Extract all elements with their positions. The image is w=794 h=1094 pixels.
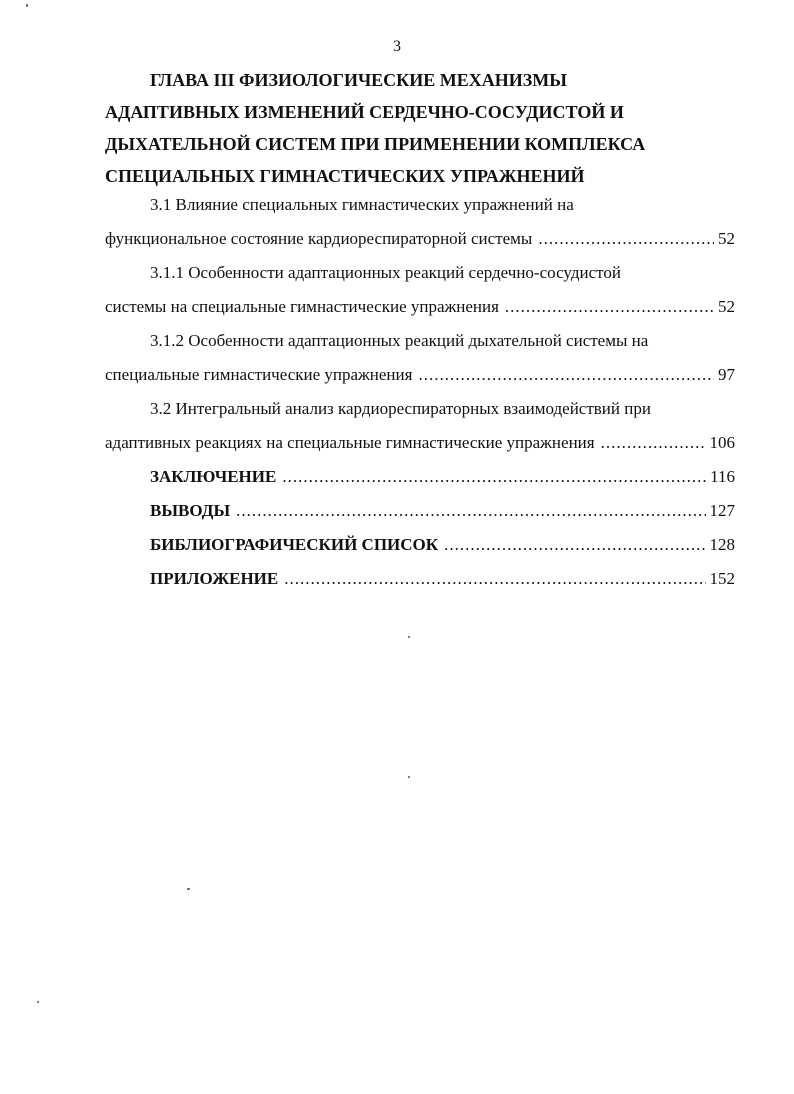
chapter-heading-line: ДЫХАТЕЛЬНОЙ СИСТЕМ ПРИ ПРИМЕНЕНИИ КОМПЛЕКСА: [105, 134, 646, 154]
toc-section-conclusion: [105, 460, 735, 494]
toc-entry-title: 3.1 Влияние специальных гимнастических упражнений на: [150, 195, 574, 214]
chapter-heading-line: СПЕЦИАЛЬНЫХ ГИМНАСТИЧЕСКИХ УПРАЖНЕНИЙ: [105, 166, 585, 186]
dot-leader: [284, 562, 705, 596]
page-number: 3: [393, 38, 401, 55]
scan-speck: [187, 888, 190, 890]
table-of-contents: [105, 188, 735, 596]
scan-speck: [26, 4, 28, 7]
toc-page-number: 52: [718, 229, 735, 248]
dot-leader: [282, 460, 706, 494]
toc-entry-line: [105, 358, 735, 392]
toc-section-appendix: [105, 562, 735, 596]
chapter-heading-line: АДАПТИВНЫХ ИЗМЕНЕНИЙ СЕРДЕЧНО-СОСУДИСТОЙ И: [105, 102, 624, 122]
toc-page-number: 116: [710, 467, 735, 486]
toc-entry-line: [105, 188, 735, 222]
toc-section-bibliography: [105, 528, 735, 562]
toc-entry-3-1: [105, 188, 735, 256]
toc-entry-line: [105, 256, 735, 290]
scan-speck: [408, 776, 410, 778]
dot-leader: [444, 528, 705, 562]
toc-entry-title: 3.2 Интегральный анализ кардиореспираторных взаимодействий при: [150, 399, 651, 418]
toc-entry-3-2: [105, 392, 735, 460]
dot-leader: [236, 494, 705, 528]
toc-entry-title: 3.1.1 Особенности адаптационных реакций сердечно-сосудистой: [150, 263, 621, 282]
dot-leader: [418, 358, 714, 392]
toc-section-findings: [105, 494, 735, 528]
toc-entry-title: 3.1.2 Особенности адаптационных реакций дыхательной системы на: [150, 331, 649, 350]
dot-leader: [601, 426, 706, 460]
toc-section-title: ВЫВОДЫ: [150, 501, 231, 520]
toc-page-number: 97: [718, 365, 735, 384]
toc-entry-title-cont: адаптивных реакциях на специальные гимнастические упражнения: [105, 433, 595, 452]
toc-page-number: 128: [709, 535, 735, 554]
toc-entry-line: [105, 426, 735, 460]
toc-section-title: БИБЛИОГРАФИЧЕСКИЙ СПИСОК: [150, 535, 439, 554]
toc-entry-title-cont: специальные гимнастические упражнения: [105, 365, 413, 384]
dot-leader: [505, 290, 714, 324]
toc-section-title: ПРИЛОЖЕНИЕ: [150, 569, 279, 588]
chapter-heading: [105, 64, 745, 192]
toc-entry-title-cont: функциональное состояние кардиореспираторной системы: [105, 229, 533, 248]
scan-speck: [408, 636, 410, 638]
toc-page-number: 106: [709, 433, 735, 452]
toc-entry-3-1-1: [105, 256, 735, 324]
toc-section-title: ЗАКЛЮЧЕНИЕ: [150, 467, 277, 486]
dot-leader: [538, 222, 714, 256]
toc-entry-line: [105, 392, 735, 426]
toc-entry-title-cont: системы на специальные гимнастические упражнения: [105, 297, 499, 316]
toc-entry-3-1-2: [105, 324, 735, 392]
scan-speck: [37, 1001, 39, 1003]
toc-page-number: 127: [709, 501, 735, 520]
toc-entry-line: [105, 324, 735, 358]
toc-page-number: 152: [709, 569, 735, 588]
toc-entry-line: [105, 290, 735, 324]
toc-entry-line: [105, 222, 735, 256]
toc-page-number: 52: [718, 297, 735, 316]
chapter-heading-line: ГЛАВА III ФИЗИОЛОГИЧЕСКИЕ МЕХАНИЗМЫ: [150, 70, 567, 90]
